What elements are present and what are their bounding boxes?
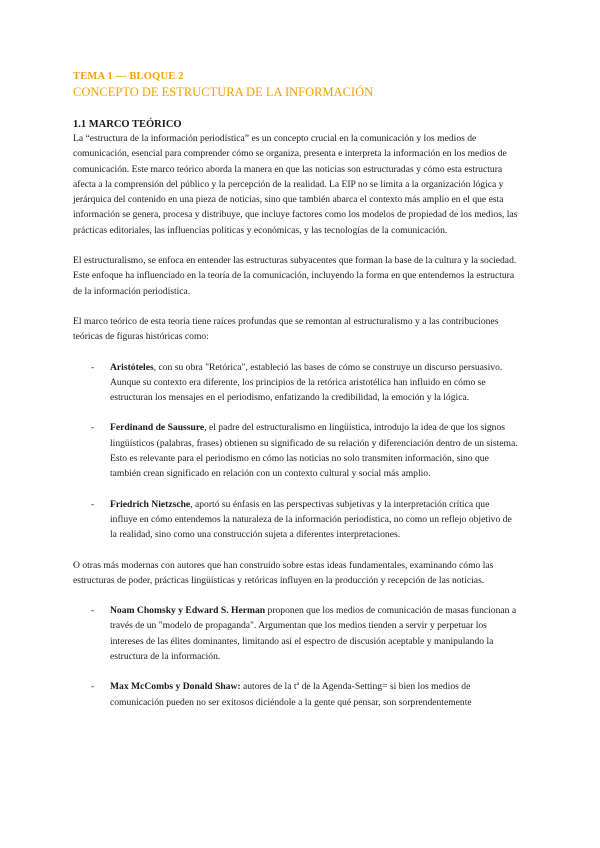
- paragraph-estructuralismo: El estructuralismo, se enfoca en entender las estructuras subyacentes que forman la base de la cultura y la sociedad. Este enfoque ha influenciado en la teoría de la comunicación, incluyendo la forma en que entendemos la estructura de la información periodística.: [73, 255, 517, 297]
- list-item-nietzsche: [73, 497, 518, 543]
- paragraph-modern: O otras más modernas con autores que han construido sobre estas ideas fundamentales, examinando cómo las estructuras de poder, prácticas lingüísticas y retóricas influyen en la producción y recepción de las noticias.: [73, 559, 494, 586]
- author-name: Ferdinand de Saussure: [110, 422, 205, 434]
- historical-authors-list: [73, 360, 518, 543]
- list-item-mccombs-shaw: [73, 679, 518, 710]
- author-name: Max McCombs y Donald Shaw:: [110, 681, 241, 693]
- list-item-chomsky-herman: [73, 603, 518, 664]
- list-dash: -: [91, 361, 95, 373]
- paragraph-marco: El marco teórico de esta teoría tiene raíces profundas que se remontan al estructuralismo y a las contribuciones teóricas de figuras históricas como:: [73, 315, 499, 343]
- tema-heading: TEMA 1 — BLOQUE 2: [73, 71, 184, 82]
- section-title: 1.1 MARCO TEÓRICO: [73, 119, 182, 130]
- list-item-aristoteles: [73, 360, 518, 406]
- paragraph-intro: La “estructura de la información periodística” es un concepto crucial en la comunicación y los medios de comunicación, esencial para comprender cómo se organiza, presenta e interpreta la información en los medios de comunicación. Este marco teórico aborda la manera en que las noticias son estructuradas y cómo esta estructura afecta a la comprensión del público y la percepción de la realidad. La EIP no se limita a la organización lógica y jerárquica del contenido en una pieza de noticias, sino que también abarca el contexto más amplio en el que esta información se genera, procesa y distribuye, que incluye factores como los modelos de propiedad de los medios, las prácticas editoriales, las influencias políticas y económicas, y las tecnologías de la comunicación.: [73, 133, 518, 236]
- modern-authors-list: [73, 603, 518, 710]
- list-item-saussure: [73, 420, 518, 481]
- list-dash: -: [91, 681, 95, 693]
- author-description: proponen que los medios de comunicación de masas funcionan a través de un "modelo de propaganda". Argumentan que los medios tienden a servir y perpetuar los intereses de las élites dominantes, limitando así el espectro de discusión aceptable y manipulando la estructura de la información.: [110, 605, 517, 663]
- author-name: Friedrich Nietzsche: [110, 498, 191, 510]
- author-description: , con su obra "Retórica", estableció las bases de cómo se construye un discurso persuasivo. Aunque su contexto era diferente, los principios de la retórica aristotélica han influido en cómo se estructuran los mensajes en el periodismo, enfatizando la credibilidad, la emoción y la lógica.: [110, 361, 503, 404]
- list-dash: -: [91, 498, 95, 510]
- document-page: [73, 70, 518, 710]
- list-dash: -: [91, 422, 95, 434]
- author-name: Aristóteles: [110, 361, 154, 373]
- author-name: Noam Chomsky y Edward S. Herman: [110, 605, 266, 617]
- list-dash: -: [91, 605, 95, 617]
- author-description: , el padre del estructuralismo en lingüística, introdujo la idea de que los signos lingüísticos (palabras, frases) obtienen su significado de su relación y diferenciación dentro de un sistema. Esto es relevante para el periodismo en cómo las noticias no solo transmiten información, sino que también crean significado en relación con un contexto cultural y social más amplio.: [110, 422, 518, 480]
- concepto-title: CONCEPTO DE ESTRUCTURA DE LA INFORMACIÓN: [73, 85, 374, 99]
- author-description: , aportó su énfasis en las perspectivas subjetivas y la interpretación crítica que influye en cómo entendemos la naturaleza de la información periodística, no como un reflejo objetivo de la realidad, sino como una construcción sujeta a diferentes interpretaciones.: [110, 498, 512, 541]
- author-description: autores de la tª de la Agenda-Setting= si bien los medios de comunicación pueden no ser exitosos diciéndole a la gente qué pensar, son sorprendentemente: [110, 681, 472, 708]
